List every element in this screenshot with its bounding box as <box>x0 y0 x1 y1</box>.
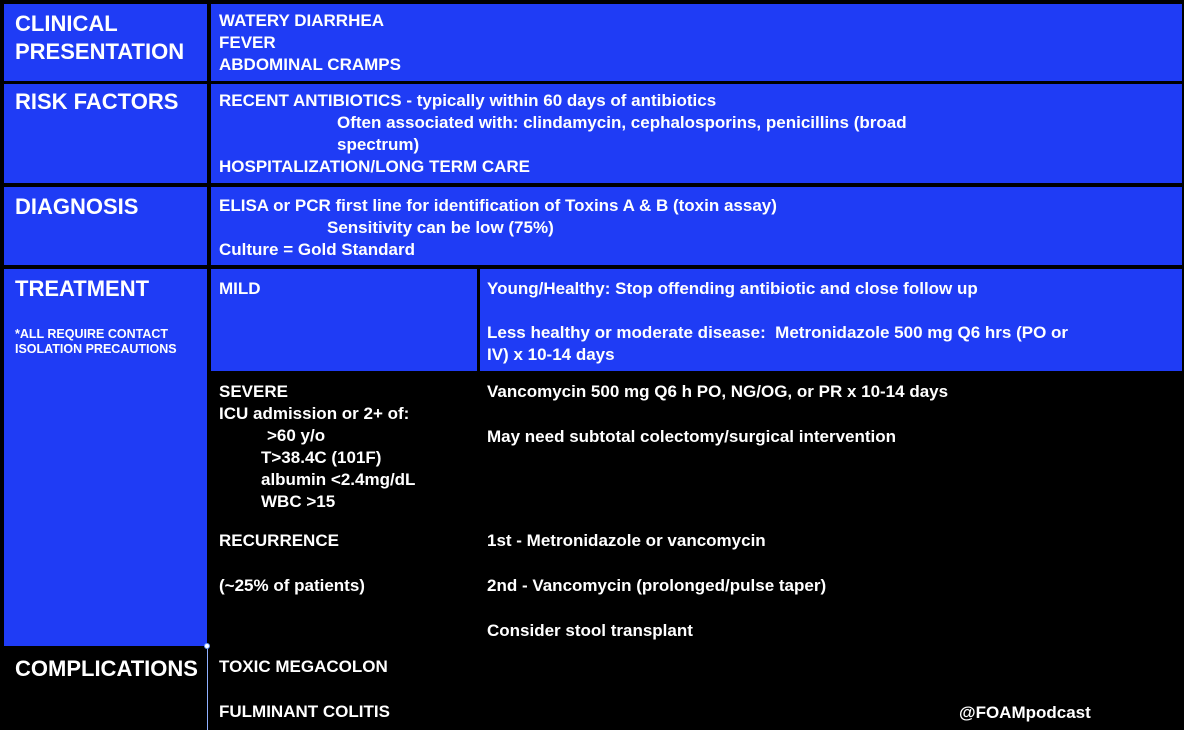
diagnosis-line: Culture = Gold Standard <box>219 240 415 259</box>
risk-line: HOSPITALIZATION/LONG TERM CARE <box>219 157 531 176</box>
treatment-line: Consider stool transplant <box>487 621 693 640</box>
risk-line: Often associated with: clindamycin, cephalosporins, penicillins (broad <box>337 113 907 132</box>
column-divider <box>207 646 208 730</box>
treatment-line: Less healthy or moderate disease: Metronidazole 500 mg Q6 hrs (PO or <box>487 323 1069 342</box>
diagnosis-line: Sensitivity can be low (75%) <box>327 218 554 237</box>
tier-label: SEVERE <box>219 382 288 401</box>
tier-label: RECURRENCE <box>219 531 339 550</box>
complications-header <box>4 649 207 730</box>
criteria-line: albumin <2.4mg/dL <box>261 470 416 489</box>
header-line: DIAGNOSIS <box>15 194 139 219</box>
symptom-line: FEVER <box>219 33 276 52</box>
diagnosis-line: ELISA or PCR first line for identification of Toxins A & B (toxin assay) <box>219 196 777 215</box>
treatment-line: IV) x 10-14 days <box>487 345 615 364</box>
recurrence-label-cell <box>211 522 477 646</box>
header-line: RISK FACTORS <box>15 89 179 114</box>
criteria-line: T>38.4C (101F) <box>261 448 382 467</box>
header-line: COMPLICATIONS <box>15 656 198 681</box>
criteria-line: >60 y/o <box>267 426 326 445</box>
diagnosis-content <box>211 187 1182 265</box>
severe-treatment-cell <box>480 374 1182 519</box>
mild-label-cell <box>211 269 477 371</box>
clinical-presentation-header <box>4 4 207 81</box>
risk-line: spectrum) <box>337 135 420 154</box>
treatment-line: Vancomycin 500 mg Q6 h PO, NG/OG, or PR x 10-14 days <box>487 382 949 401</box>
foam-podcast-credit: @FOAMpodcast <box>959 703 1091 722</box>
treatment-line: 1st - Metronidazole or vancomycin <box>487 531 766 550</box>
header-line: TREATMENT <box>15 276 150 301</box>
criteria-line: WBC >15 <box>261 492 336 511</box>
complication-line: TOXIC MEGACOLON <box>219 657 388 676</box>
selection-handle[interactable] <box>204 643 210 649</box>
diagnosis-header <box>4 187 207 265</box>
tier-label: MILD <box>219 279 261 298</box>
mild-treatment-cell <box>480 269 1182 371</box>
complication-line: FULMINANT COLITIS <box>219 702 390 721</box>
treatment-line: Young/Healthy: Stop offending antibiotic and close follow up <box>487 279 978 298</box>
contact-isolation-note <box>15 327 207 357</box>
criteria-line: ICU admission or 2+ of: <box>219 404 410 423</box>
recurrence-treatment-cell <box>480 522 1182 646</box>
treatment-line: May need subtotal colectomy/surgical intervention <box>487 427 897 446</box>
header-line: PRESENTATION <box>15 39 185 64</box>
note-line: *ALL REQUIRE CONTACT <box>15 327 169 341</box>
note-line: ISOLATION PRECAUTIONS <box>15 342 177 356</box>
treatment-header <box>4 269 207 646</box>
risk-line: RECENT ANTIBIOTICS - typically within 60 days of antibiotics <box>219 91 717 110</box>
risk-factors-header <box>4 84 207 183</box>
header-line: CLINICAL <box>15 11 118 36</box>
symptom-line: ABDOMINAL CRAMPS <box>219 55 401 74</box>
recurrence-rate: (~25% of patients) <box>219 576 365 595</box>
severe-label-cell <box>211 374 477 519</box>
risk-factors-content <box>211 84 1182 183</box>
symptom-line: WATERY DIARRHEA <box>219 11 384 30</box>
treatment-line: 2nd - Vancomycin (prolonged/pulse taper) <box>487 576 827 595</box>
clinical-presentation-content <box>211 4 1182 81</box>
